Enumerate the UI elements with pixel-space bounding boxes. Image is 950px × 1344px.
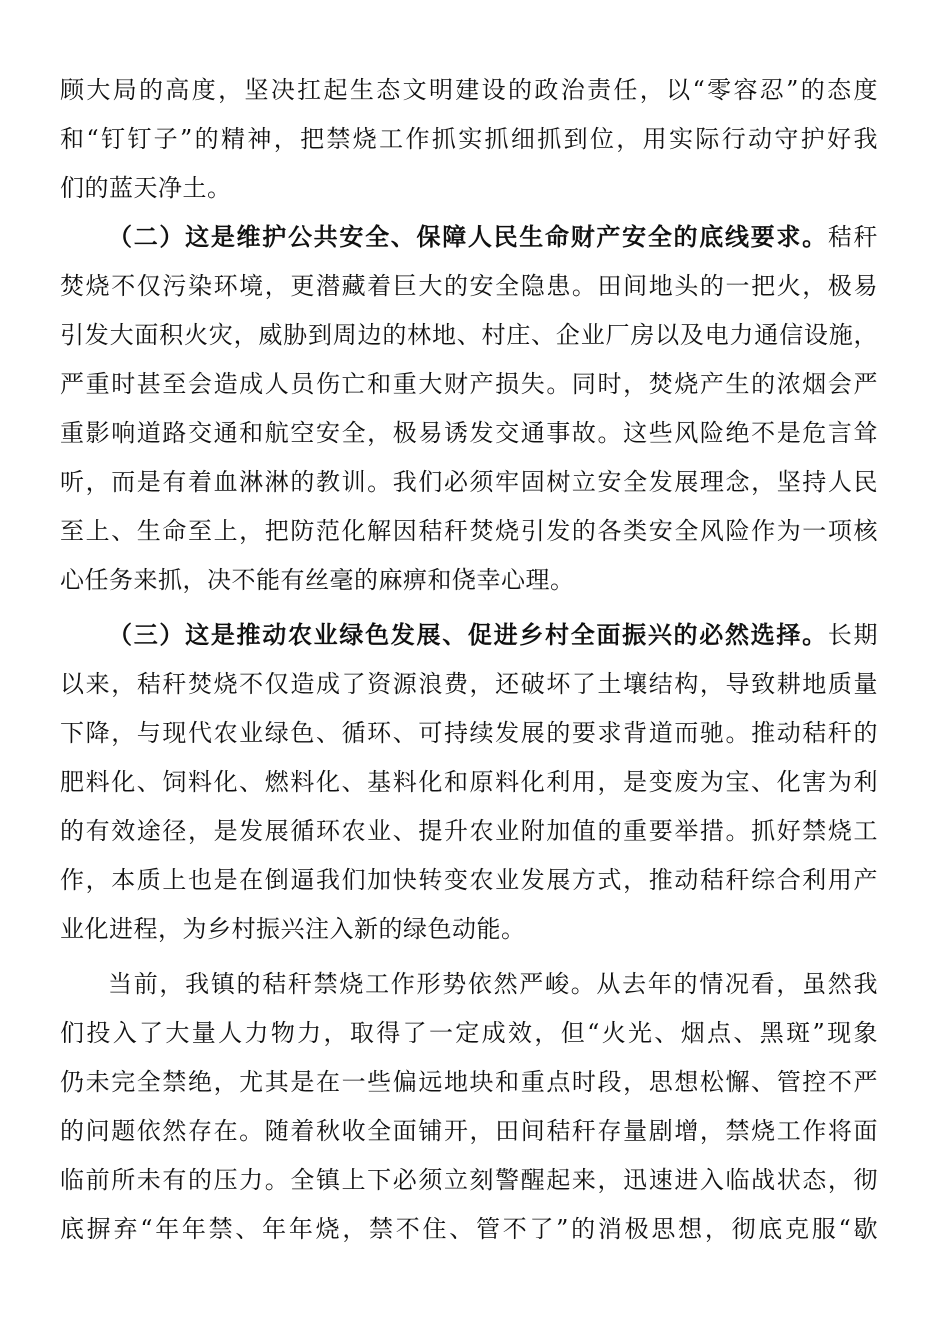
text-line: 底摒弃“年年禁、年年烧，禁不住、管不了”的消极思想，彻底克服“歇	[60, 1215, 878, 1243]
text-line: 临前所未有的压力。全镇上下必须立刻警醒起来，迅速进入临战状态，彻	[60, 1166, 878, 1194]
section-heading: （三）这是推动农业绿色发展、促进乡村全面振兴的必然选择。	[108, 621, 828, 649]
text-line: 肥料化、饲料化、燃料化、基料化和原料化利用，是变废为宝、化害为利	[60, 768, 878, 796]
text-line: 严重时甚至会造成人员伤亡和重大财产损失。同时，焚烧产生的浓烟会严	[60, 370, 878, 398]
text-line: 听，而是有着血淋淋的教训。我们必须牢固树立安全发展理念，坚持人民	[60, 468, 878, 496]
text-line	[108, 213, 878, 262]
text-line	[108, 611, 878, 660]
text-line: 当前，我镇的秸秆禁烧工作形势依然严峻。从去年的情况看，虽然我	[108, 970, 878, 998]
text-line: 仍未完全禁绝，尤其是在一些偏远地块和重点时段，思想松懈、管控不严	[60, 1068, 878, 1096]
text-line: 引发大面积火灾，威胁到周边的林地、村庄、企业厂房以及电力通信设施，	[60, 321, 878, 349]
text-line: 的有效途径，是发展循环农业、提升农业附加值的重要举措。抓好禁烧工	[60, 817, 878, 845]
text-run: 秸秆	[827, 223, 879, 251]
text-line: 焚烧不仅污染环境，更潜藏着巨大的安全隐患。田间地头的一把火，极易	[60, 272, 878, 300]
text-line: 顾大局的高度，坚决扛起生态文明建设的政治责任，以“零容忍”的态度	[60, 76, 878, 104]
text-line: 重影响道路交通和航空安全，极易诱发交通事故。这些风险绝不是危言耸	[60, 419, 878, 447]
text-line: 作，本质上也是在倒逼我们加快转变农业发展方式，推动秸秆综合利用产	[60, 866, 878, 894]
text-line: 下降，与现代农业绿色、循环、可持续发展的要求背道而驰。推动秸秆的	[60, 719, 878, 747]
text-run: 长期	[827, 621, 879, 649]
text-line: 和“钉钉子”的精神，把禁烧工作抓实抓细抓到位，用实际行动守护好我	[60, 125, 878, 153]
text-line: 的问题依然存在。随着秋收全面铺开，田间秸秆存量剧增，禁烧工作将面	[60, 1117, 878, 1145]
text-line: 们的蓝天净土。	[60, 174, 232, 202]
section-heading: （二）这是维护公共安全、保障人民生命财产安全的底线要求。	[108, 223, 828, 251]
text-line: 至上、生命至上，把防范化解因秸秆焚烧引发的各类安全风险作为一项核	[60, 517, 878, 545]
text-line: 以来，秸秆焚烧不仅造成了资源浪费，还破坏了土壤结构，导致耕地质量	[60, 670, 878, 698]
text-line: 心任务来抓，决不能有丝毫的麻痹和侥幸心理。	[60, 566, 575, 594]
text-line: 们投入了大量人力物力，取得了一定成效，但“火光、烟点、黑斑”现象	[60, 1019, 878, 1047]
text-line: 业化进程，为乡村振兴注入新的绿色动能。	[60, 915, 526, 943]
